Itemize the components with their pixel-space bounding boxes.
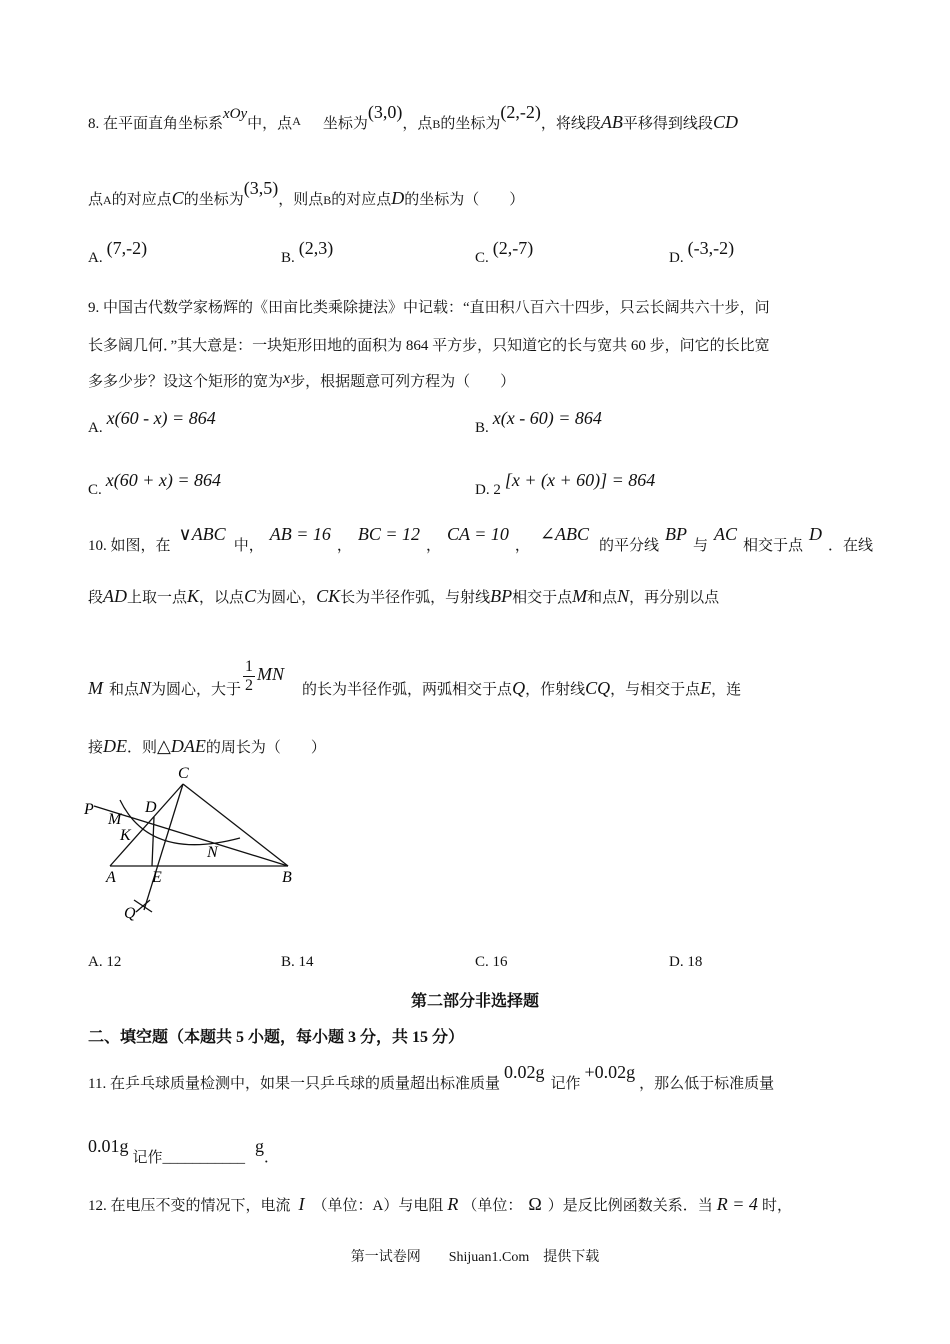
q10-option-b[interactable]: B. 14 (281, 954, 314, 970)
q9-option-a[interactable]: A. x(60 - x) = 864 (88, 408, 216, 436)
q8-option-a[interactable]: A. (7,-2) (88, 238, 148, 266)
label-n: N (207, 844, 218, 861)
q10-line1: 10. 如图，在∨ABC中，AB = 16，BC = 12，CA = 10，∠ABC的平分线BP与AC相交于点D．在线 (88, 524, 874, 554)
q10-option-c[interactable]: C. 16 (475, 954, 508, 970)
label-b: B (282, 869, 292, 886)
math-xoy: xOy (223, 106, 248, 122)
triangle-figure (80, 762, 320, 922)
q11-line2: 0.01g记作___________g． (88, 1136, 280, 1166)
q10-option-a[interactable]: A. 12 (88, 954, 122, 970)
section2-title: 二、填空题（本题共 5 小题，每小题 3 分，共 15 分） (88, 1029, 465, 1046)
arc-mn (120, 800, 240, 845)
q9-option-d[interactable]: D. 2 [x + (x + 60)] = 864 (475, 470, 656, 498)
label-p: P (84, 801, 94, 818)
q9-line1: 9. 中国古代数学家杨辉的《田亩比类乘除捷法》中记载：“直田积八百六十四步，只云长阔共六十步，问 (88, 300, 770, 316)
coord-c: (3,5) (243, 178, 279, 198)
label-c: C (178, 765, 189, 782)
q8-line2: 点A的对应点C的坐标为(3,5)，则点B的对应点D的坐标为（ ） (88, 178, 525, 208)
fraction-half: $\frac{1}{2}$ (245, 658, 254, 694)
q12-line1: 12. 在电压不变的情况下，电流 I （单位：A）与电阻 R （单位： Ω ）是反比例函数关系．当 R = 4 时， (88, 1194, 792, 1214)
q11-answer-blank[interactable]: ___________ (162, 1150, 246, 1166)
label-e: E (152, 869, 162, 886)
footer: 第一试卷网 Shijuan1.Com 提供下载 (350, 1250, 600, 1265)
q9-line2: 长多阔几何．”其大意是：一块矩形田地的面积为 864 平方步，只知道它的长与宽共 60 步，问它的长比宽 (88, 338, 770, 354)
label-d: D (145, 799, 157, 816)
label-m: M (108, 811, 122, 828)
label-k: K (120, 827, 131, 844)
q8-option-b[interactable]: B. (2,3) (281, 238, 334, 266)
q9-option-c[interactable]: C. x(60 + x) = 864 (88, 470, 222, 498)
q8-option-d[interactable]: D. (-3,-2) (669, 238, 735, 266)
q10-line2: 段AD上取一点K，以点C为圆心，CK长为半径作弧，与射线BP相交于点M和点N，再分别以点 (88, 586, 720, 606)
arc-mark-q2 (136, 900, 150, 912)
q10-line4: 接DE．则△DAE的周长为（ ） (88, 736, 326, 756)
segment-cb (183, 784, 288, 866)
coord-a: (3,0) (367, 102, 403, 122)
q9-line3: 多多少步？设这个矩形的宽为x步，根据题意可列方程为（ ） (88, 370, 516, 390)
q10-option-d[interactable]: D. 18 (669, 954, 703, 970)
q9-option-b[interactable]: B. x(x - 60) = 864 (475, 408, 602, 436)
q11-line1: 11. 在乒乓球质量检测中，如果一只乒乓球的质量超出标准质量0.02g记作+0.02g，那么低于标准质量 (88, 1062, 775, 1092)
label-q: Q (124, 905, 136, 922)
q8-line1: 8. 在平面直角坐标系xOy中，点$^A$ 坐标为(3,0)，点B的坐标为(2,-2)，将线段AB平移得到线段CD (88, 102, 738, 132)
part2-title: 第二部分非选择题 (410, 993, 539, 1010)
q10-line3: M 和点N为圆心，大于 $\frac{1}{2}$ MN的长为半径作弧，两弧相交于点Q，作射线CQ，与相交于点E，连 (88, 658, 742, 698)
coord-b: (2,-2) (500, 102, 541, 122)
q8-option-c[interactable]: C. (2,-7) (475, 238, 534, 266)
label-a: A (106, 869, 116, 886)
